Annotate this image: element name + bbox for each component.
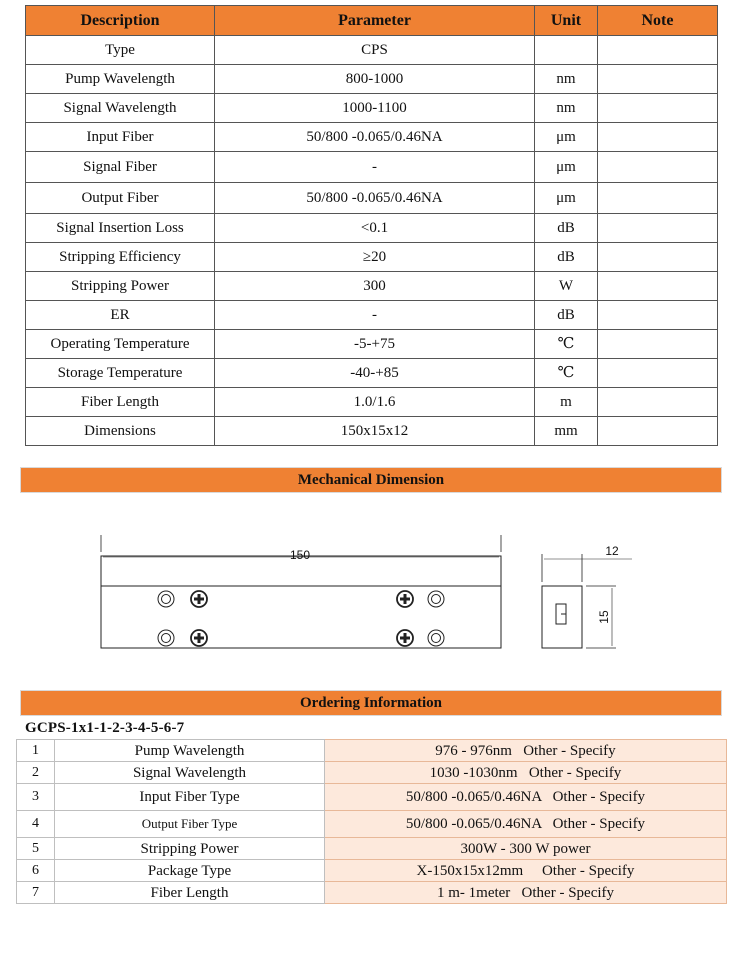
row-parameter: 1.0/1.6 [215,388,535,417]
order-name: Stripping Power [55,838,325,860]
row-unit: ℃ [535,359,598,388]
hole-icon [158,591,174,607]
table-row [26,214,718,243]
order-value: 976 - 976nm Other - Specify [325,740,727,762]
order-num: 6 [17,860,55,882]
order-value: 50/800 -0.065/0.46NA Other - Specify [325,784,727,811]
table-row [26,417,718,446]
row-note [598,214,718,243]
header-unit: Unit [535,6,598,36]
hole-icon [428,630,444,646]
row-unit: dB [535,243,598,272]
row-parameter: <0.1 [215,214,535,243]
row-note [598,417,718,446]
table-row [26,94,718,123]
table-row [26,152,718,183]
row-note [598,330,718,359]
table-row [17,860,727,882]
row-parameter: -40-+85 [215,359,535,388]
row-unit: ℃ [535,330,598,359]
row-parameter: 800-1000 [215,65,535,94]
table-row [26,388,718,417]
row-parameter: - [215,152,535,183]
header-note: Note [598,6,718,36]
row-parameter: 300 [215,272,535,301]
row-unit: nm [535,94,598,123]
row-description: Output Fiber [26,183,215,214]
row-note [598,272,718,301]
order-num: 3 [17,784,55,811]
row-description: Fiber Length [26,388,215,417]
header-parameter: Parameter [215,6,535,36]
table-row [17,811,727,838]
order-num: 7 [17,882,55,904]
mechanical-drawing [0,530,746,670]
model-code: GCPS-1x1-1-2-3-4-5-6-7 [25,720,185,736]
spec-header-row [26,6,718,36]
table-row [17,838,727,860]
table-row [17,740,727,762]
row-description: Signal Insertion Loss [26,214,215,243]
header-description: Description [26,6,215,36]
row-note [598,301,718,330]
row-description: Operating Temperature [26,330,215,359]
screw-icon [191,591,207,607]
row-unit: m [535,388,598,417]
row-description: Input Fiber [26,123,215,152]
order-value: 300W - 300 W power [325,838,727,860]
row-description: Signal Fiber [26,152,215,183]
row-description: Dimensions [26,417,215,446]
order-name: Pump Wavelength [55,740,325,762]
row-parameter: 50/800 -0.065/0.46NA [215,183,535,214]
ordering-information-title: Ordering Information [299,695,443,711]
table-row [26,330,718,359]
table-row [17,882,727,904]
row-parameter: CPS [215,36,535,65]
order-num: 5 [17,838,55,860]
row-note [598,94,718,123]
mechanical-dimension-title: Mechanical Dimension [297,472,445,488]
table-row [26,243,718,272]
row-unit: μm [535,123,598,152]
row-description: Storage Temperature [26,359,215,388]
order-name: Output Fiber Type [55,811,325,838]
row-unit [535,36,598,65]
table-row [26,301,718,330]
row-unit: nm [535,65,598,94]
row-note [598,388,718,417]
row-unit: μm [535,152,598,183]
row-parameter: 1000-1100 [215,94,535,123]
row-description: Stripping Power [26,272,215,301]
height-label: 15 [597,610,611,624]
table-row [26,183,718,214]
order-name: Input Fiber Type [55,784,325,811]
row-unit: μm [535,183,598,214]
row-description: Signal Wavelength [26,94,215,123]
row-unit: dB [535,301,598,330]
row-note [598,152,718,183]
table-row [26,272,718,301]
screw-icon [397,630,413,646]
row-description: ER [26,301,215,330]
hole-icon [158,630,174,646]
table-row [26,65,718,94]
row-note [598,36,718,65]
row-unit: dB [535,214,598,243]
length-label: 150 [289,548,311,562]
row-unit: mm [535,417,598,446]
row-parameter: 50/800 -0.065/0.46NA [215,123,535,152]
order-name: Fiber Length [55,882,325,904]
order-value: 50/800 -0.065/0.46NA Other - Specify [325,811,727,838]
order-value: 1 m- 1meter Other - Specify [325,882,727,904]
specification-table [25,5,718,446]
row-parameter: - [215,301,535,330]
screw-icon [191,630,207,646]
side-view-body [542,586,582,648]
row-unit: W [535,272,598,301]
ordering-table [16,739,727,904]
screw-icon [397,591,413,607]
order-num: 4 [17,811,55,838]
hole-icon [428,591,444,607]
row-note [598,359,718,388]
row-parameter: 150x15x12 [215,417,535,446]
order-name: Package Type [55,860,325,882]
order-name: Signal Wavelength [55,762,325,784]
order-value: X-150x15x12mm Other - Specify [325,860,727,882]
width-label: 12 [605,544,619,558]
order-num: 2 [17,762,55,784]
mechanical-dimension-bar [20,467,722,493]
order-num: 1 [17,740,55,762]
order-value: 1030 -1030nm Other - Specify [325,762,727,784]
table-row [17,762,727,784]
table-row [17,784,727,811]
row-note [598,243,718,272]
row-note [598,183,718,214]
front-view-body [101,586,501,648]
table-row [26,123,718,152]
ordering-information-bar [20,690,722,716]
row-parameter: ≥20 [215,243,535,272]
row-parameter: -5-+75 [215,330,535,359]
row-note [598,65,718,94]
row-description: Pump Wavelength [26,65,215,94]
table-row [26,36,718,65]
row-note [598,123,718,152]
row-description: Type [26,36,215,65]
table-row [26,359,718,388]
row-description: Stripping Efficiency [26,243,215,272]
